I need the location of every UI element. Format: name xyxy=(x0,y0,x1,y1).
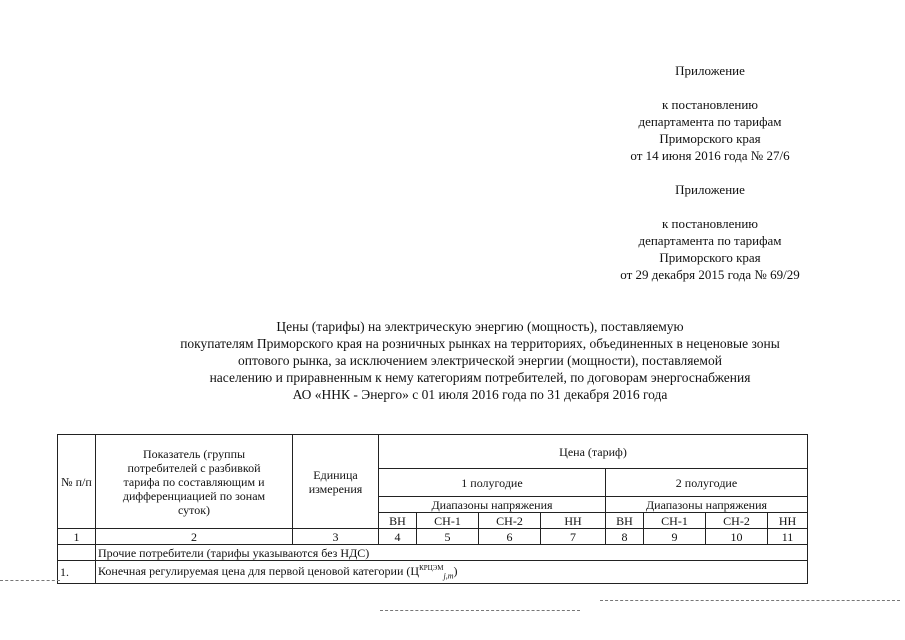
row-indicator-text: Конечная регулируемая цена для первой ценовой категории (Ц xyxy=(98,564,420,578)
title-line: населению и приравненным к нему категориям потребителей, по договорам энергоснабжения xyxy=(209,370,751,385)
column-number: 3 xyxy=(293,529,379,545)
voltage-vn: ВН xyxy=(379,513,417,529)
voltage-vn: ВН xyxy=(606,513,644,529)
col-header-price: Цена (тариф) xyxy=(379,435,808,469)
resolution-ref: к постановлению xyxy=(661,216,759,231)
region-name: Приморского края xyxy=(659,131,761,146)
price-subscript: j,m xyxy=(443,571,454,581)
column-number: 11 xyxy=(768,529,808,545)
department-name: департамента по тарифам xyxy=(638,233,782,248)
col-header-half1: 1 полугодие xyxy=(379,469,606,497)
appendix-header-current xyxy=(560,62,860,164)
voltage-nn: НН xyxy=(541,513,606,529)
price-superscript: КРЦЭМ xyxy=(419,564,444,572)
column-number: 2 xyxy=(96,529,293,545)
voltage-nn: НН xyxy=(768,513,808,529)
column-number: 4 xyxy=(379,529,417,545)
column-number: 1 xyxy=(58,529,96,545)
title-line: покупателям Приморского края на розничных рынках на территориях, объединенных в неценовые зоны xyxy=(180,336,780,351)
column-numbers-row xyxy=(58,529,808,545)
column-number: 10 xyxy=(706,529,768,545)
tariff-table xyxy=(57,434,808,584)
appendix-label: Приложение xyxy=(675,63,745,78)
document-title xyxy=(60,318,900,403)
voltage-sn2: СН-2 xyxy=(479,513,541,529)
appendix-label: Приложение xyxy=(675,182,745,197)
title-line: оптового рынка, за исключением электрической энергии (мощности), поставляемой xyxy=(238,353,722,368)
title-line: АО «ННК - Энерго» с 01 июля 2016 года по 31 декабря 2016 года xyxy=(292,387,668,402)
title-line: Цены (тарифы) на электрическую энергию (мощность), поставляемую xyxy=(276,319,684,334)
appendix-header-previous xyxy=(560,181,860,283)
section-title: Прочие потребители (тарифы указываются без НДС) xyxy=(96,545,808,561)
resolution-date: от 29 декабря 2015 года № 69/29 xyxy=(620,267,800,282)
section-row xyxy=(58,545,808,561)
col-header-unit: Единица измерения xyxy=(293,435,379,529)
department-name: департамента по тарифам xyxy=(638,114,782,129)
voltage-ranges-half1: Диапазоны напряжения xyxy=(379,497,606,513)
scan-artifact-line xyxy=(600,600,900,601)
col-header-number: № п/п xyxy=(58,435,96,529)
voltage-sn1: СН-1 xyxy=(417,513,479,529)
row-number: 1. xyxy=(58,561,96,584)
scan-artifact-line xyxy=(0,580,60,581)
column-number: 6 xyxy=(479,529,541,545)
resolution-date: от 14 июня 2016 года № 27/6 xyxy=(630,148,790,163)
col-header-half2: 2 полугодие xyxy=(606,469,808,497)
voltage-sn1: СН-1 xyxy=(644,513,706,529)
col-header-indicator: Показатель (группы потребителей с разбивкой тарифа по составляющим и дифференциацией по зонам суток) xyxy=(96,435,293,529)
row-indicator-close: ) xyxy=(453,564,458,578)
scan-artifact-line xyxy=(380,610,580,611)
row-indicator xyxy=(96,561,808,584)
resolution-ref: к постановлению xyxy=(661,97,759,112)
column-number: 9 xyxy=(644,529,706,545)
table-row xyxy=(58,561,808,584)
voltage-sn2: СН-2 xyxy=(706,513,768,529)
region-name: Приморского края xyxy=(659,250,761,265)
column-number: 8 xyxy=(606,529,644,545)
column-number: 5 xyxy=(417,529,479,545)
column-number: 7 xyxy=(541,529,606,545)
voltage-ranges-half2: Диапазоны напряжения xyxy=(606,497,808,513)
